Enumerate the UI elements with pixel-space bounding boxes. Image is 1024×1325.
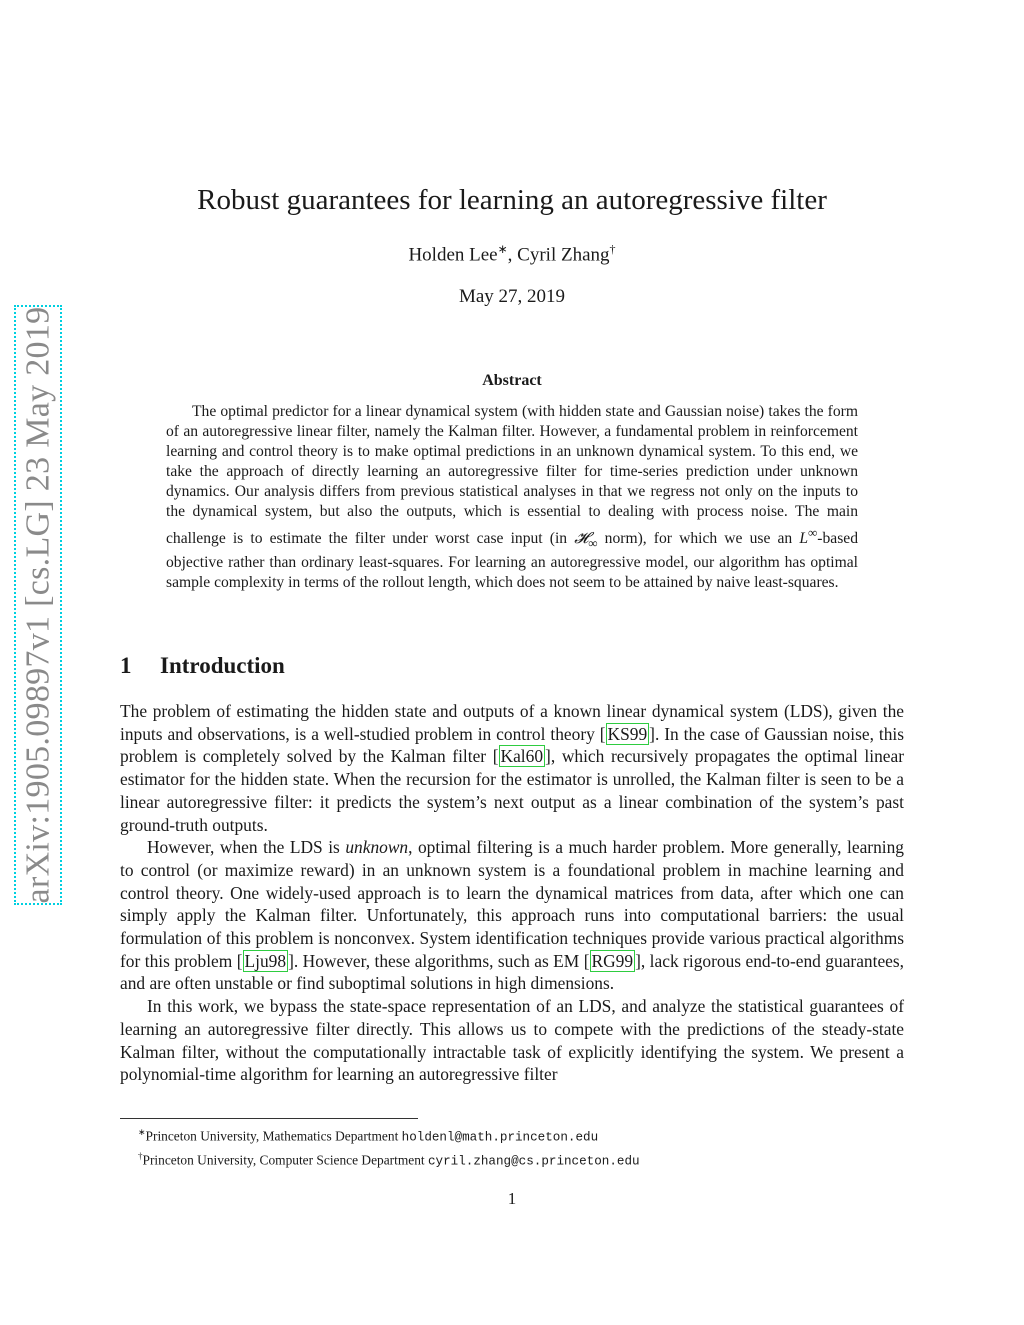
- author-footnote-mark[interactable]: ∗: [497, 242, 508, 256]
- footnote: [120, 1123, 640, 1147]
- footnote: [120, 1147, 640, 1171]
- emphasized-text: unknown: [345, 837, 409, 858]
- math-symbol: L: [799, 529, 809, 547]
- arxiv-stamp-text: arXiv:1905.09897v1 [cs.LG] 23 May 2019: [19, 306, 56, 904]
- footnote-text: Princeton University, Computer Science Department: [142, 1152, 428, 1168]
- abstract-text-part: The optimal predictor for a linear dynamical system (with hidden state and Gaussian noise) takes the form of an autoregressive linear filter, namely the Kalman filter. However, a fundamental problem in reinforcement learning and control theory is to make optimal predictions in an unknown dynamical system. To this end, we take the approach of directly learning an autoregressive filter for time-series prediction under unknown dynamics. Our analysis differs from previous statistical analyses in that we regress not only on the inputs to the dynamical system, but also the outputs, which is essential to dealing with process noise. The main challenge is to estimate the filter under worst case input (in: [166, 403, 858, 547]
- author-name: Holden Lee: [408, 244, 498, 266]
- section-title: Introduction: [160, 653, 285, 678]
- paper-date: May 27, 2019: [458, 286, 566, 307]
- paragraph: The problem of estimating the hidden state and outputs of a known linear dynamical system (LDS), given the inputs and observations, is a well-studied problem in control theory [ KS99 ]. In the case of Gaussian noise, this problem is completely solved by the Kalman filter [ Kal60 ], which recursively propagates the optimal linear estimator for the hidden state. When the recursion for the estimator is unrolled, the Kalman filter is seen to be a linear autoregressive filter: it predicts the system’s next output as a linear combination of the system’s past ground-truth outputs.: [120, 701, 905, 835]
- paragraph: However, when the LDS is unknown, optimal filtering is a much harder problem. More generally, learning to control (or maximize reward) in an unknown system is a foundational problem in machine learning and control theory. One widely-used approach is to learn the dynamical matrices from data, after which one can simply apply the Kalman filter. Unfortunately, this approach runs into computational barriers: the usual formulation of this problem is nonconvex. System identification techniques provide various practical algorithms for this problem [ Lju98 ]. However, these algorithms, such as EM [ RG99 ], lack rigorous end-to-end guarantees, and are often unstable or find suboptimal solutions in high dimensions.: [120, 837, 904, 994]
- footnote-text: Princeton University, Mathematics Department: [145, 1128, 402, 1144]
- author-name: Cyril Zhang: [517, 244, 610, 266]
- paragraph-text: . However, these algorithms, such as EM: [293, 950, 584, 971]
- footnote-divider: [120, 1118, 418, 1119]
- paper-title: Robust guarantees for learning an autoregressive filter: [197, 184, 827, 216]
- author-line: [0, 242, 1024, 266]
- abstract-text-part: norm), for which we use an: [597, 529, 800, 547]
- math-symbol: 𝓗: [574, 529, 589, 547]
- abstract-heading: Abstract: [482, 372, 542, 389]
- abstract-text-part: -based objective rather than ordinary least-squares. For learning an autoregressive model, our algorithm has optimal sample complexity in terms of the rollout length, which does not seem to be attained by naive least-squares.: [166, 529, 858, 592]
- citation-link[interactable]: RG99: [591, 950, 634, 971]
- footnotes: [120, 1123, 640, 1172]
- citation-link[interactable]: KS99: [607, 723, 648, 744]
- footnote-mark: †: [138, 1151, 143, 1162]
- paragraph-text: . In the case of Gaussian noise, this problem is completely solved by the Kalman filter: [120, 723, 904, 767]
- section-heading: [120, 653, 285, 679]
- paragraph-text: , optimal filtering is a much harder problem. More generally, learning to control (or maximize reward) in an unknown system is a foundational problem in machine learning and control theory. One widely-used approach is to learn the dynamical matrices from data, after which one can simply apply the Kalman filter. Unfortunately, this approach runs into computational barriers: the usual formulation of this problem is nonconvex. System identification techniques provide various practical algorithms for this problem: [120, 837, 904, 971]
- paragraph-text: However, when the LDS is: [147, 837, 346, 858]
- paragraph-text: , which recursively propagates the optimal linear estimator for the hidden state. When the recursion for the estimator is unrolled, the Kalman filter is seen to be a linear autoregressive filter: it predicts the system’s next output as a linear combination of the system’s past ground-truth outputs.: [120, 746, 905, 835]
- arxiv-stamp[interactable]: [14, 305, 62, 905]
- citation-link[interactable]: Kal60: [500, 746, 544, 767]
- email-address[interactable]: holdenl@math.princeton.edu: [401, 1130, 599, 1145]
- paragraph-text: The problem of estimating the hidden state and outputs of a known linear dynamical system (LDS), given the inputs and observations, is a well-studied problem in control theory: [120, 701, 904, 744]
- section-body: [120, 700, 904, 1086]
- email-address[interactable]: cyril.zhang@cs.princeton.edu: [427, 1154, 640, 1169]
- abstract-text: [166, 402, 858, 593]
- paragraph-text: , lack rigorous end-to-end guarantees, and are often unstable or find suboptimal solutions in high dimensions.: [120, 950, 904, 994]
- footnote-mark: ∗: [138, 1127, 146, 1137]
- author-footnote-mark[interactable]: †: [609, 242, 616, 256]
- citation-link[interactable]: Lju98: [244, 950, 287, 971]
- author-separator: ,: [507, 244, 518, 266]
- page-number: 1: [507, 1189, 517, 1208]
- math-superscript: ∞: [808, 524, 818, 540]
- paragraph: In this work, we bypass the state-space representation of an LDS, and analyze the statistical guarantees of learning an autoregressive filter directly. This allows us to compete with the predictions of the steady-state Kalman filter, without the computationally intractable task of explicitly identifying the system. We present a polynomial-time algorithm for learning an autoregressive filter: [120, 996, 904, 1085]
- section-number: 1: [120, 653, 132, 678]
- math-subscript: ∞: [588, 534, 598, 550]
